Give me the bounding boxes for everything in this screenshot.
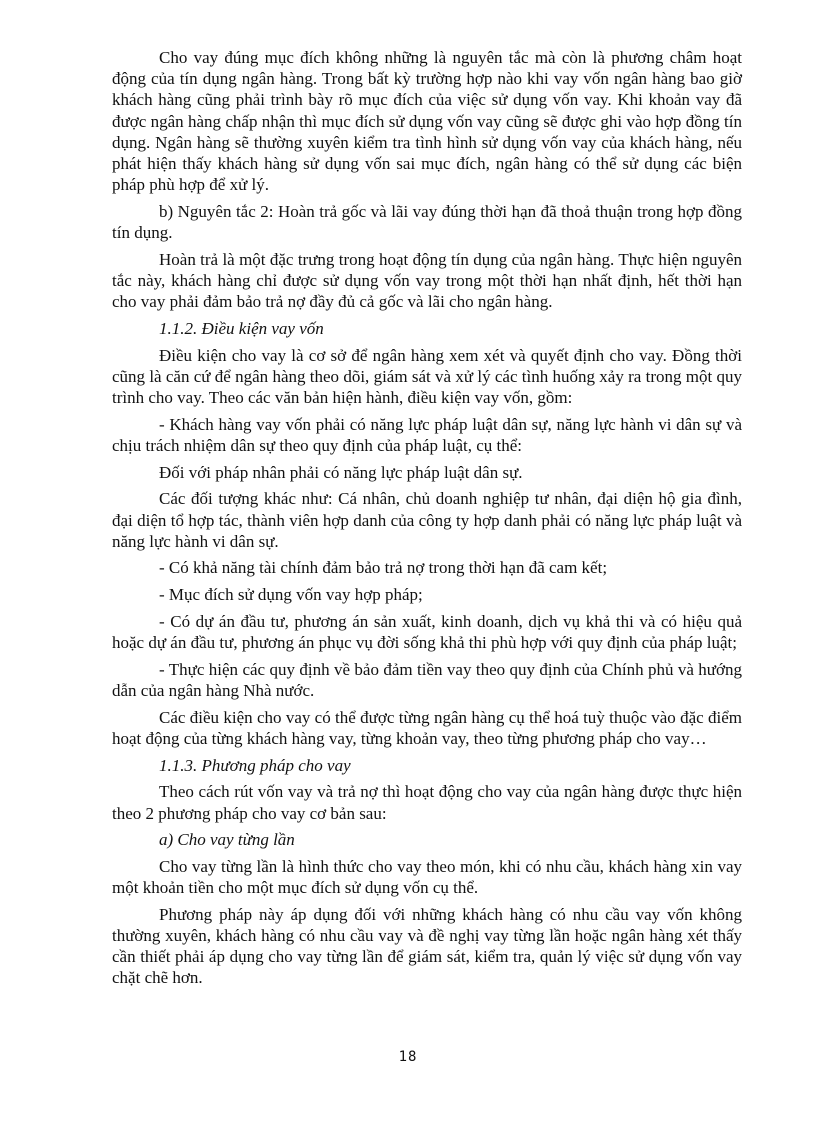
- section-heading: 1.1.3. Phương pháp cho vay: [159, 755, 351, 775]
- page-number: 18: [398, 1049, 418, 1065]
- paragraph: Các đối tượng khác như: Cá nhân, chủ doanh nghiệp tư nhân, đại diện hộ gia đình, đại diện tổ hợp tác, thành viên hợp danh của công ty hợp danh phải có năng lực pháp luật và năng lực hành vi dân sự.: [112, 489, 742, 551]
- paragraph: Điều kiện cho vay là cơ sở để ngân hàng xem xét và quyết định cho vay. Đồng thời cũng là căn cứ để ngân hàng theo dõi, giám sát và xử lý các tình huống xảy ra trong một quy trình cho vay. Theo các văn bản hiện hành, điều kiện vay vốn, gồm:: [112, 345, 742, 408]
- paragraph: - Thực hiện các quy định về bảo đảm tiền vay theo quy định của Chính phủ và hướng dẫn của ngân hàng Nhà nước.: [112, 659, 742, 700]
- paragraph: - Có khả năng tài chính đảm bảo trả nợ trong thời hạn đã cam kết;: [159, 558, 608, 578]
- paragraph: Hoàn trả là một đặc trưng trong hoạt động tín dụng của ngân hàng. Thực hiện nguyên tắc này, khách hàng chỉ được sử dụng vốn vay trong một thời hạn nhất định, hết thời hạn cho vay phải đảm bảo trả nợ đầy đủ cả gốc và lãi cho ngân hàng.: [112, 249, 742, 312]
- paragraph: b) Nguyên tắc 2: Hoàn trả gốc và lãi vay đúng thời hạn đã thoả thuận trong hợp đồng tín dụng.: [112, 201, 742, 243]
- section-heading: 1.1.2. Điều kiện vay vốn: [159, 318, 324, 338]
- paragraph: Theo cách rút vốn vay và trả nợ thì hoạt động cho vay của ngân hàng được thực hiện theo 2 phương pháp cho vay cơ bản sau:: [112, 782, 742, 823]
- paragraph: Cho vay từng lần là hình thức cho vay theo món, khi có nhu cầu, khách hàng xin vay một khoản tiền cho một mục đích sử dụng vốn cụ thể.: [112, 856, 742, 898]
- paragraph: - Có dự án đầu tư, phương án sản xuất, kinh doanh, dịch vụ khả thi và có hiệu quả hoặc dự án đầu tư, phương án phục vụ đời sống khả thi phù hợp với quy định của pháp luật;: [112, 611, 742, 653]
- paragraph: Đối với pháp nhân phải có năng lực pháp luật dân sự.: [159, 462, 523, 482]
- paragraph: - Khách hàng vay vốn phải có năng lực pháp luật dân sự, năng lực hành vi dân sự và chịu trách nhiệm dân sự theo quy định của pháp luật, cụ thể:: [112, 414, 742, 455]
- paragraph: - Mục đích sử dụng vốn vay hợp pháp;: [159, 585, 423, 605]
- paragraph: Các điều kiện cho vay có thể được từng ngân hàng cụ thể hoá tuỳ thuộc vào đặc điểm hoạt động của từng khách hàng vay, từng khoản vay, theo từng phương pháp cho vay…: [112, 707, 742, 748]
- paragraph: Phương pháp này áp dụng đối với những khách hàng có nhu cầu vay vốn không thường xuyên, khách hàng có nhu cầu vay và đề nghị vay từng lần hoặc ngân hàng xét thấy cần thiết phải áp dụng cho vay từng lần để giám sát, kiểm tra, quản lý việc sử dụng vốn vay chặt chẽ hơn.: [112, 904, 742, 988]
- paragraph: Cho vay đúng mục đích không những là nguyên tắc mà còn là phương châm hoạt động của tín dụng ngân hàng. Trong bất kỳ trường hợp nào khi vay vốn ngân hàng bao giờ khách hàng cũng phải trình bày rõ mục đích của việc sử dụng vốn vay. Khi khoản vay đã được ngân hàng chấp nhận thì mục đích sử dụng vốn vay cũng sẽ được ghi vào hợp đồng tín dụng. Ngân hàng sẽ thường xuyên kiểm tra tình hình sử dụng vốn vay của khách hàng, nếu phát hiện thấy khách hàng sử dụng vốn sai mục đích, ngân hàng có thể sử dụng các biện pháp phù hợp để xử lý.: [112, 48, 742, 195]
- document-page: [112, 47, 742, 994]
- subsection-heading: a) Cho vay từng lần: [159, 830, 295, 850]
